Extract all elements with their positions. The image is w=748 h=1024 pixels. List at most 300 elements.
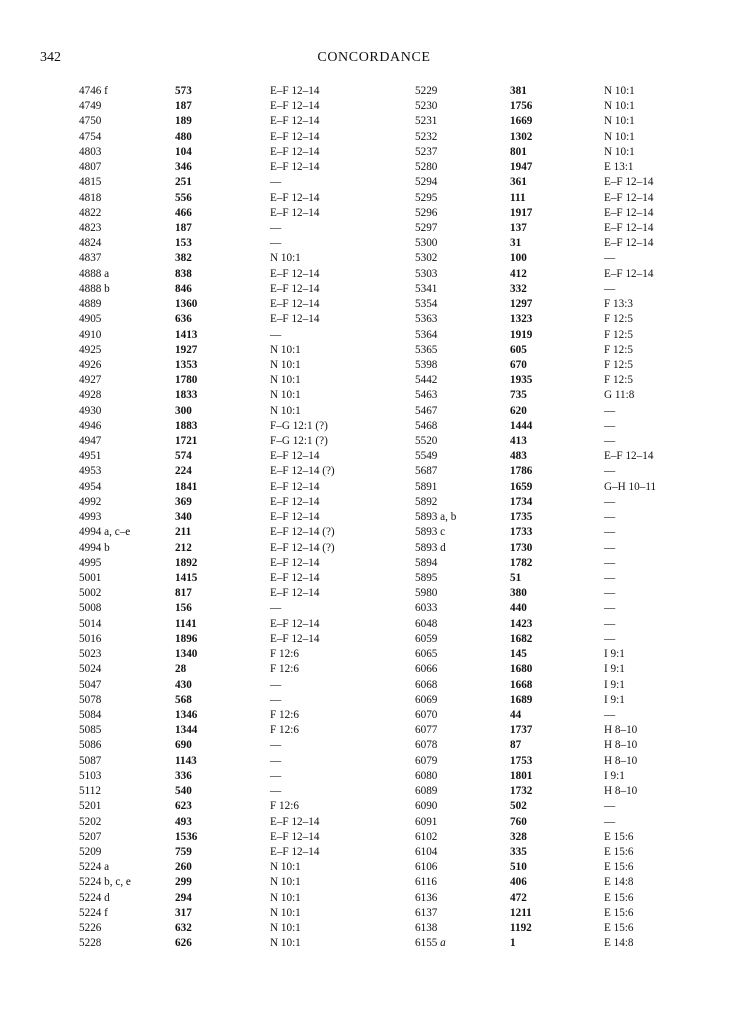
- source-number: 6090: [415, 800, 438, 813]
- reference: G–H 10–11: [604, 480, 657, 493]
- source-number: 5354: [415, 298, 438, 311]
- catalogue-number: 556: [175, 191, 192, 204]
- catalogue-number: 759: [175, 845, 192, 858]
- reference: E 15:6: [604, 906, 634, 919]
- source-number: 5300: [415, 237, 438, 250]
- reference: —: [270, 739, 282, 752]
- catalogue-number: 801: [510, 145, 527, 158]
- source-number: 4889: [79, 298, 102, 311]
- catalogue-number: 1896: [175, 632, 198, 645]
- reference: E–F 12–14: [270, 495, 320, 508]
- source-number: 4994 a, c–e: [79, 526, 131, 539]
- reference: N 10:1: [604, 115, 635, 128]
- catalogue-number: 540: [175, 785, 192, 798]
- catalogue-number: 332: [510, 282, 527, 295]
- source-number: 4888 a: [79, 267, 110, 280]
- catalogue-number: 1668: [510, 678, 533, 691]
- reference: H 8–10: [604, 739, 638, 752]
- reference: E–F 12–14: [270, 617, 320, 630]
- catalogue-number: 212: [175, 541, 192, 554]
- catalogue-number: 1892: [175, 556, 198, 569]
- catalogue-number: 104: [175, 145, 192, 158]
- source-number: 5024: [79, 663, 102, 676]
- catalogue-number: 1737: [510, 724, 533, 737]
- source-number: 6136: [415, 891, 438, 904]
- catalogue-number: 187: [175, 221, 192, 234]
- catalogue-number: 1344: [175, 724, 198, 737]
- reference: N 10:1: [604, 130, 635, 143]
- catalogue-number: 760: [510, 815, 527, 828]
- catalogue-number: 111: [510, 191, 526, 204]
- reference: E–F 12–14: [270, 556, 320, 569]
- catalogue-number: 31: [510, 237, 522, 250]
- reference: I 9:1: [604, 663, 625, 676]
- reference: N 10:1: [270, 252, 301, 265]
- reference: E–F 12–14: [604, 267, 654, 280]
- reference: E–F 12–14: [604, 221, 654, 234]
- catalogue-number: 1919: [510, 328, 533, 341]
- reference: H 8–10: [604, 754, 638, 767]
- reference: E–F 12–14: [604, 191, 654, 204]
- catalogue-number: 1: [510, 937, 516, 950]
- catalogue-number: 382: [175, 252, 192, 265]
- reference: I 9:1: [604, 648, 625, 661]
- reference: —: [270, 693, 282, 706]
- source-number: 5463: [415, 389, 438, 402]
- source-number: 5001: [79, 572, 102, 584]
- source-number: 5202: [79, 815, 102, 828]
- source-number: 5112: [79, 785, 101, 798]
- source-number: 5341: [415, 282, 438, 295]
- source-number: 4754: [79, 130, 102, 143]
- reference: E–F 12–14: [270, 161, 320, 174]
- catalogue-number: 87: [510, 739, 522, 752]
- source-number: 5398: [415, 358, 438, 371]
- reference: N 10:1: [604, 85, 635, 97]
- source-number: 4946: [79, 419, 102, 432]
- catalogue-number: 260: [175, 861, 192, 874]
- catalogue-number: 294: [175, 891, 192, 904]
- source-number: 4822: [79, 206, 102, 219]
- catalogue-number: 251: [175, 176, 192, 189]
- source-number: 4815: [79, 176, 102, 189]
- source-number: 5297: [415, 221, 438, 234]
- reference: —: [270, 602, 282, 615]
- catalogue-number: 340: [175, 511, 192, 524]
- source-number: 6102: [415, 830, 438, 843]
- source-number: 5892: [415, 495, 438, 508]
- catalogue-number: 568: [175, 693, 192, 706]
- source-number: 5520: [415, 435, 438, 448]
- reference: E 13:1: [604, 161, 634, 174]
- reference: —: [270, 769, 282, 782]
- source-number: 4750: [79, 115, 102, 128]
- source-number: 5228: [79, 937, 102, 950]
- reference: —: [604, 815, 616, 828]
- catalogue-number: 1947: [510, 161, 533, 174]
- reference: N 10:1: [270, 876, 301, 889]
- source-number: 6068: [415, 678, 438, 691]
- reference: —: [604, 495, 616, 508]
- source-number: 6078: [415, 739, 438, 752]
- source-number: 6155 a: [415, 937, 446, 950]
- catalogue-number: 846: [175, 282, 192, 295]
- source-number: 4818: [79, 191, 102, 204]
- page-title: CONCORDANCE: [317, 50, 431, 65]
- source-number: 5103: [79, 769, 102, 782]
- catalogue-number: 211: [175, 526, 192, 539]
- catalogue-number: 412: [510, 267, 527, 280]
- reference: E 14:8: [604, 937, 634, 950]
- source-number: 5303: [415, 267, 438, 280]
- reference: F 12:6: [270, 708, 299, 721]
- source-number: 5549: [415, 450, 438, 463]
- catalogue-number: 1297: [510, 298, 533, 311]
- reference: E 15:6: [604, 922, 634, 935]
- source-number: 5087: [79, 754, 102, 767]
- catalogue-number: 381: [510, 85, 527, 97]
- source-number: 5229: [415, 85, 438, 97]
- reference: E–F 12–14: [270, 267, 320, 280]
- source-number: 5016: [79, 632, 102, 645]
- catalogue-number: 1735: [510, 511, 533, 524]
- source-number: 5008: [79, 602, 102, 615]
- source-number: 4927: [79, 374, 102, 387]
- catalogue-number: 430: [175, 678, 192, 691]
- reference: E–F 12–14: [270, 115, 320, 128]
- source-number: 5891: [415, 480, 438, 493]
- catalogue-number: 137: [510, 221, 527, 234]
- source-number: 5442: [415, 374, 438, 387]
- reference: N 10:1: [270, 374, 301, 387]
- source-number: 5224 a: [79, 861, 110, 874]
- catalogue-number: 300: [175, 404, 192, 417]
- source-number: 5231: [415, 115, 438, 128]
- source-number: 5294: [415, 176, 438, 189]
- catalogue-number: 735: [510, 389, 527, 402]
- reference: N 10:1: [270, 937, 301, 950]
- reference: F 12:5: [604, 313, 633, 326]
- source-number: 4993: [79, 511, 102, 524]
- catalogue-number: 1935: [510, 374, 533, 387]
- source-number: 6116: [415, 876, 437, 889]
- catalogue-number: 1753: [510, 754, 533, 767]
- source-number: 5365: [415, 343, 438, 356]
- catalogue-number: 189: [175, 115, 192, 128]
- source-number: 4926: [79, 358, 102, 371]
- reference: —: [270, 221, 282, 234]
- reference: —: [604, 572, 616, 584]
- reference: G 11:8: [604, 389, 635, 402]
- catalogue-number: 1353: [175, 358, 198, 371]
- reference: —: [604, 800, 616, 813]
- source-number: 5687: [415, 465, 438, 478]
- catalogue-number: 187: [175, 100, 192, 113]
- reference: N 10:1: [270, 906, 301, 919]
- reference: E 15:6: [604, 845, 634, 858]
- reference: E–F 12–14: [270, 511, 320, 524]
- source-number: 4905: [79, 313, 102, 326]
- catalogue-number: 336: [175, 769, 192, 782]
- reference: —: [604, 556, 616, 569]
- catalogue-number: 670: [510, 358, 527, 371]
- catalogue-number: 1192: [510, 922, 532, 935]
- reference: E–F 12–14: [270, 450, 320, 463]
- catalogue-number: 51: [510, 572, 522, 584]
- catalogue-number: 1444: [510, 419, 533, 432]
- reference: E–F 12–14: [270, 130, 320, 143]
- catalogue-number: 299: [175, 876, 192, 889]
- catalogue-number: 1732: [510, 785, 533, 798]
- catalogue-number: 369: [175, 495, 192, 508]
- catalogue-number: 1734: [510, 495, 533, 508]
- reference: E–F 12–14: [270, 313, 320, 326]
- source-number: 5296: [415, 206, 438, 219]
- reference: F–G 12:1 (?): [270, 419, 328, 432]
- catalogue-number: 574: [175, 450, 192, 463]
- reference: —: [604, 632, 616, 645]
- catalogue-number: 156: [175, 602, 192, 615]
- reference: E–F 12–14: [270, 845, 320, 858]
- source-number: 4910: [79, 328, 102, 341]
- reference: —: [604, 252, 616, 265]
- catalogue-number: 44: [510, 708, 522, 721]
- catalogue-number: 346: [175, 161, 192, 174]
- catalogue-number: 632: [175, 922, 192, 935]
- source-number: 5209: [79, 845, 102, 858]
- source-number: 5002: [79, 587, 102, 600]
- reference: E–F 12–14 (?): [270, 526, 335, 539]
- catalogue-number: 493: [175, 815, 192, 828]
- reference: —: [604, 435, 616, 448]
- catalogue-number: 1782: [510, 556, 533, 569]
- catalogue-number: 1733: [510, 526, 533, 539]
- reference: —: [604, 465, 616, 478]
- catalogue-number: 1721: [175, 435, 198, 448]
- reference: E–F 12–14: [270, 815, 320, 828]
- catalogue-number: 1680: [510, 663, 533, 676]
- catalogue-number: 1346: [175, 708, 198, 721]
- catalogue-number: 838: [175, 267, 192, 280]
- source-number: 6048: [415, 617, 438, 630]
- reference: E–F 12–14: [604, 176, 654, 189]
- catalogue-number: 1415: [175, 572, 198, 584]
- catalogue-number: 620: [510, 404, 527, 417]
- source-number: 4928: [79, 389, 102, 402]
- reference: —: [270, 678, 282, 691]
- source-number: 6104: [415, 845, 438, 858]
- source-number: 5230: [415, 100, 438, 113]
- catalogue-number: 100: [510, 252, 527, 265]
- catalogue-number: 28: [175, 663, 187, 676]
- catalogue-number: 1143: [175, 754, 197, 767]
- catalogue-number: 153: [175, 237, 192, 250]
- reference: E–F 12–14: [270, 632, 320, 645]
- reference: N 10:1: [270, 389, 301, 402]
- source-number: 4954: [79, 480, 102, 493]
- reference: —: [270, 176, 282, 189]
- reference: —: [604, 511, 616, 524]
- source-number: 5224 b, c, e: [79, 876, 131, 889]
- catalogue-number: 1730: [510, 541, 533, 554]
- reference: E–F 12–14: [270, 85, 320, 97]
- catalogue-number: 626: [175, 937, 192, 950]
- catalogue-number: 328: [510, 830, 527, 843]
- reference: F 12:6: [270, 663, 299, 676]
- source-number: 4803: [79, 145, 102, 158]
- source-number: 6065: [415, 648, 438, 661]
- source-number: 6106: [415, 861, 438, 874]
- source-number: 6066: [415, 663, 438, 676]
- reference: E 15:6: [604, 861, 634, 874]
- reference: E–F 12–14: [604, 237, 654, 250]
- catalogue-number: 690: [175, 739, 192, 752]
- catalogue-number: 1682: [510, 632, 533, 645]
- reference: —: [270, 237, 282, 250]
- source-number: 4992: [79, 495, 102, 508]
- catalogue-number: 1927: [175, 343, 198, 356]
- catalogue-number: 1780: [175, 374, 198, 387]
- catalogue-number: 623: [175, 800, 192, 813]
- source-number: 5207: [79, 830, 102, 843]
- source-number: 5078: [79, 693, 102, 706]
- reference: —: [604, 708, 616, 721]
- reference: I 9:1: [604, 693, 625, 706]
- catalogue-number: 224: [175, 465, 192, 478]
- source-number: 5467: [415, 404, 438, 417]
- catalogue-number: 1141: [175, 617, 197, 630]
- reference: F 12:5: [604, 343, 633, 356]
- source-number: 4995: [79, 556, 102, 569]
- reference: —: [270, 754, 282, 767]
- reference: F 12:6: [270, 648, 299, 661]
- source-number: 4824: [79, 237, 102, 250]
- catalogue-number: 1211: [510, 906, 532, 919]
- source-number: 4837: [79, 252, 102, 265]
- catalogue-number: 510: [510, 861, 527, 874]
- reference: F 13:3: [604, 298, 633, 311]
- reference: —: [270, 785, 282, 798]
- catalogue-number: 1360: [175, 298, 198, 311]
- source-number: 5893 c: [415, 526, 446, 539]
- reference: F 12:5: [604, 328, 633, 341]
- catalogue-number: 380: [510, 587, 527, 600]
- reference: N 10:1: [604, 145, 635, 158]
- catalogue-number: 636: [175, 313, 192, 326]
- reference: N 10:1: [270, 404, 301, 417]
- reference: E–F 12–14: [270, 587, 320, 600]
- source-number: 6138: [415, 922, 438, 935]
- catalogue-number: 1689: [510, 693, 533, 706]
- source-number: 4823: [79, 221, 102, 234]
- source-number: 5895: [415, 572, 438, 584]
- reference: E–F 12–14: [270, 206, 320, 219]
- source-number: 6070: [415, 708, 438, 721]
- source-number: 4947: [79, 435, 102, 448]
- source-number: 5023: [79, 648, 102, 661]
- catalogue-number: 605: [510, 343, 527, 356]
- source-number: 6091: [415, 815, 438, 828]
- catalogue-number: 1413: [175, 328, 198, 341]
- reference: E–F 12–14: [270, 191, 320, 204]
- source-number: 4888 b: [79, 282, 110, 295]
- source-number: 5894: [415, 556, 438, 569]
- source-number: 5363: [415, 313, 438, 326]
- catalogue-number: 1669: [510, 115, 533, 128]
- source-number: 5224 f: [79, 906, 108, 919]
- catalogue-number: 1917: [510, 206, 533, 219]
- source-number: 5014: [79, 617, 102, 630]
- catalogue-number: 406: [510, 876, 527, 889]
- catalogue-number: 317: [175, 906, 192, 919]
- reference: F 12:5: [604, 358, 633, 371]
- source-number: 6079: [415, 754, 438, 767]
- source-number: 5302: [415, 252, 438, 265]
- reference: E 15:6: [604, 891, 634, 904]
- reference: E–F 12–14: [270, 282, 320, 295]
- catalogue-number: 1883: [175, 419, 198, 432]
- catalogue-number: 145: [510, 648, 527, 661]
- reference: E 14:8: [604, 876, 634, 889]
- source-number: 6137: [415, 906, 438, 919]
- source-number: 5893 a, b: [415, 511, 457, 524]
- catalogue-number: 817: [175, 587, 192, 600]
- catalogue-number: 480: [175, 130, 192, 143]
- catalogue-number: 361: [510, 176, 527, 189]
- source-number: 4951: [79, 450, 102, 463]
- source-number: 5295: [415, 191, 438, 204]
- catalogue-number: 1659: [510, 480, 533, 493]
- catalogue-number: 483: [510, 450, 527, 463]
- source-number: 4807: [79, 161, 102, 174]
- source-number: 5084: [79, 708, 102, 721]
- reference: F–G 12:1 (?): [270, 435, 328, 448]
- source-number: 6033: [415, 602, 438, 615]
- catalogue-number: 440: [510, 602, 527, 615]
- source-number: 6077: [415, 724, 438, 737]
- reference: E–F 12–14: [270, 572, 320, 584]
- reference: I 9:1: [604, 678, 625, 691]
- catalogue-number: 1536: [175, 830, 198, 843]
- reference: H 8–10: [604, 785, 638, 798]
- reference: E–F 12–14 (?): [270, 541, 335, 554]
- reference: F 12:6: [270, 724, 299, 737]
- reference: —: [270, 328, 282, 341]
- source-number: 4746 f: [79, 85, 108, 97]
- source-number: 4953: [79, 465, 102, 478]
- source-number: 5237: [415, 145, 438, 158]
- reference: H 8–10: [604, 724, 638, 737]
- reference: N 10:1: [270, 891, 301, 904]
- source-number: 5201: [79, 800, 102, 813]
- source-number: 5364: [415, 328, 438, 341]
- page-number: 342: [40, 50, 61, 65]
- source-number: 5980: [415, 587, 438, 600]
- catalogue-number: 1833: [175, 389, 198, 402]
- catalogue-number: 466: [175, 206, 192, 219]
- reference: —: [604, 541, 616, 554]
- reference: I 9:1: [604, 769, 625, 782]
- reference: E–F 12–14 (?): [270, 465, 335, 478]
- catalogue-number: 573: [175, 85, 192, 97]
- reference: —: [604, 404, 616, 417]
- reference: —: [604, 419, 616, 432]
- reference: N 10:1: [270, 343, 301, 356]
- source-number: 6089: [415, 785, 438, 798]
- catalogue-number: 502: [510, 800, 527, 813]
- reference: E–F 12–14: [270, 100, 320, 113]
- reference: —: [604, 617, 616, 630]
